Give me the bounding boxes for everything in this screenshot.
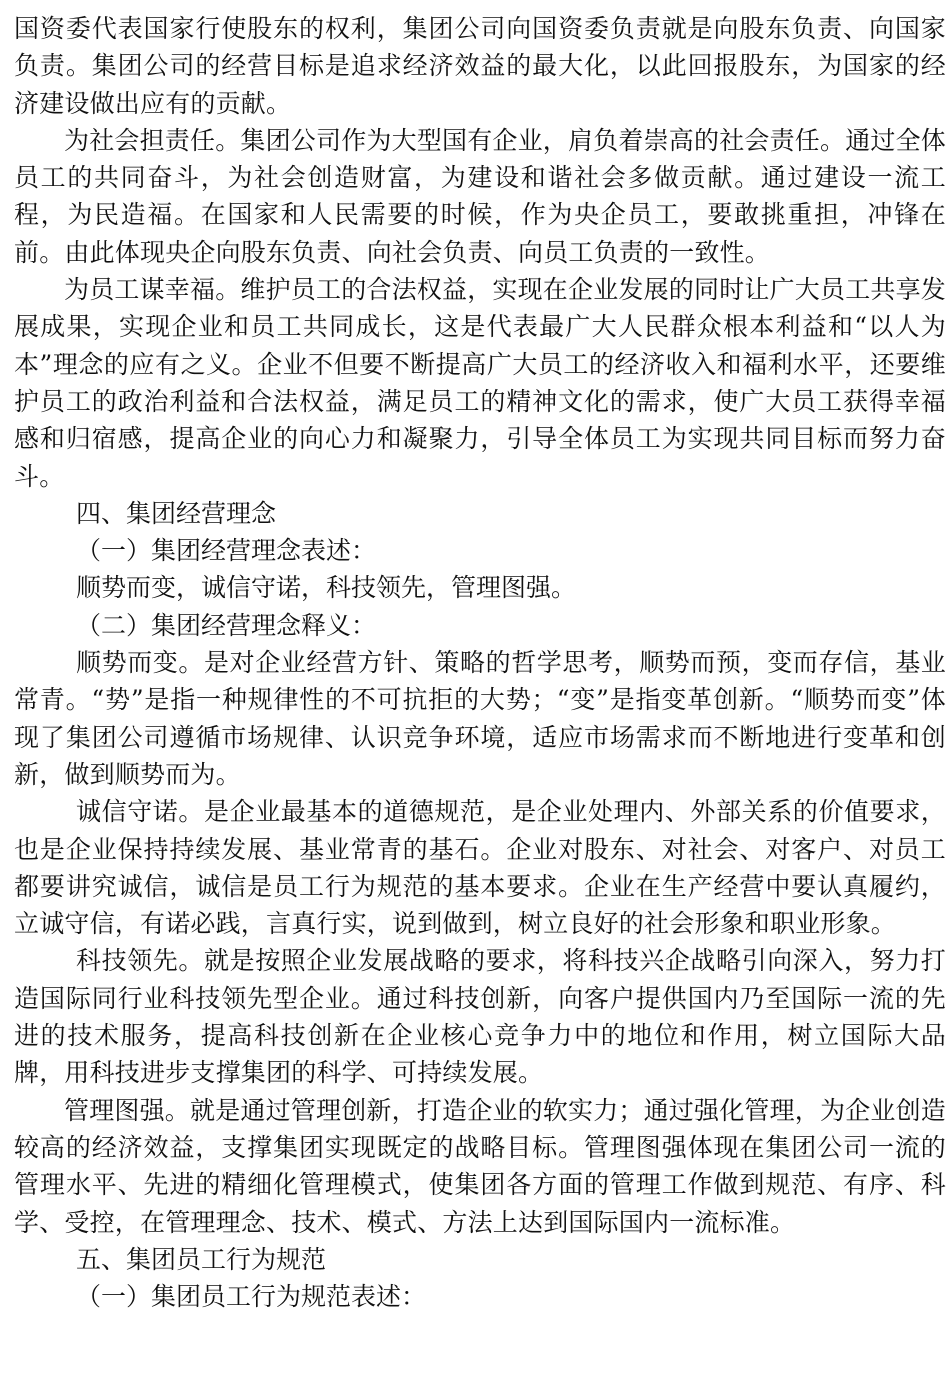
document-page — [14, 10, 946, 1315]
section-heading-business-philosophy: 四、集团经营理念 — [76, 498, 277, 528]
section-heading-employee-conduct: 五、集团员工行为规范 — [76, 1244, 327, 1274]
paragraph-integrity: 诚信守诺。是企业最基本的道德规范，是企业处理内、外部关系的价值要求，也是企业保持持续发展、基业常青的基石。企业对股东、对社会、对客户、对员工都要讲究诚信，诚信是员工行为规范的基本要求。企业在生产经营中要认真履约，立诚守信，有诺必践，言真行实，说到做到，树立良好的社会形象和职业形象。 — [14, 797, 946, 939]
paragraph-adapt-to-trends: 顺势而变。是对企业经营方针、策略的哲学思考，顺势而预，变而存信，基业常青。“势”是指一种规律性的不可抗拒的大势；“变”是指变革创新。“顺势而变”体现了集团公司遵循市场规律、认识竞争环境，适应市场需求而不断地进行变革和创新，做到顺势而为。 — [14, 648, 946, 789]
paragraph-technology-leadership: 科技领先。就是按照企业发展战略的要求，将科技兴企战略引向深入，努力打造国际同行业科技领先型企业。通过科技创新，向客户提供国内乃至国际一流的先进的技术服务，提高科技创新在企业核心竞争力中的地位和作用，树立国际大品牌，用科技进步支撑集团的科学、可持续发展。 — [14, 946, 946, 1088]
paragraph-management-strength: 管理图强。就是通过管理创新，打造企业的软实力；通过强化管理，为企业创造较高的经济效益，支撑集团实现既定的战略目标。管理图强体现在集团公司一流的管理水平、先进的精细化管理模式，使集团各方面的管理工作做到规范、有序、科学、受控，在管理理念、技术、模式、方法上达到国际国内一流标准。 — [14, 1095, 947, 1237]
subsection-heading-conduct-statement: （一）集团员工行为规范表述： — [76, 1282, 427, 1312]
philosophy-statement-text: 顺势而变，诚信守诺，科技领先，管理图强。 — [76, 573, 577, 603]
paragraph-employee-welfare: 为员工谋幸福。维护员工的合法权益，实现在企业发展的同时让广大员工共享发展成果，实现企业和员工共同成长，这是代表最广大人民群众根本利益和“以人为本”理念的应有之义。企业不但要不断提高广大员工的经济收入和福利水平，还要维护员工的政治利益和合法权益，满足员工的精神文化的需求，使广大员工获得幸福感和归宿感，提高企业的向心力和凝聚力，引导全体员工为实现共同目标而努力奋斗。 — [14, 275, 947, 491]
paragraph-social-responsibility: 为社会担责任。集团公司作为大型国有企业，肩负着崇高的社会责任。通过全体员工的共同奋斗，为社会创造财富，为建设和谐社会多做贡献。通过建设一流工程，为民造福。在国家和人民需要的时候，作为央企员工，要敢挑重担，冲锋在前。由此体现央企向股东负责、向社会负责、向员工负责的一致性。 — [14, 125, 947, 267]
paragraph-shareholder-responsibility: 国资委代表国家行使股东的权利，集团公司向国资委负责就是向股东负责、向国家负责。集团公司的经营目标是追求经济效益的最大化，以此回报股东，为国家的经济建设做出应有的贡献。 — [14, 14, 946, 118]
subsection-heading-philosophy-statement: （一）集团经营理念表述： — [76, 536, 377, 566]
subsection-heading-philosophy-explanation: （二）集团经营理念释义： — [76, 610, 377, 640]
